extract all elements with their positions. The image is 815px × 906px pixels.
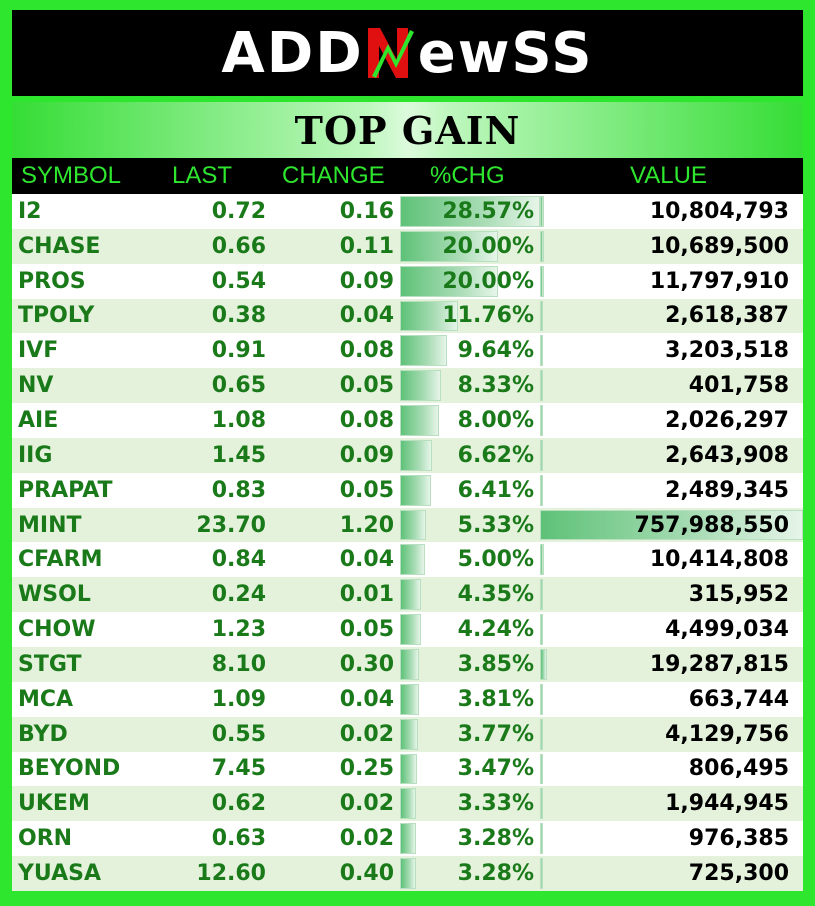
cell-pct-change [400,229,540,264]
cell-value-text: 11,797,910 [649,268,789,294]
table-row[interactable] [12,438,803,473]
cell-value-text: 1,944,945 [665,791,789,817]
cell-pct-change-text: 3.77% [457,721,534,747]
cell-symbol-text: TPOLY [18,303,95,329]
table-row[interactable] [12,647,803,682]
cell-symbol [12,856,160,891]
cell-value-text: 4,129,756 [665,721,789,747]
cell-value [540,508,803,543]
cell-value [540,299,803,334]
cell-value-text: 19,287,815 [649,651,789,677]
cell-change-text: 0.04 [339,686,394,712]
cell-pct-change-bar [400,788,416,819]
cell-change [270,647,400,682]
cell-change-text: 0.02 [339,791,394,817]
cell-last-text: 0.24 [211,582,266,608]
cell-last-text: 0.65 [211,373,266,399]
cell-value [540,647,803,682]
cell-last [160,438,270,473]
header-symbol[interactable]: SYMBOL [21,162,122,189]
table-row[interactable] [12,717,803,752]
cell-value-text: 2,026,297 [665,407,789,433]
cell-last [160,542,270,577]
table-row[interactable] [12,856,803,891]
cell-change [270,542,400,577]
cell-last-text: 0.63 [211,826,266,852]
cell-symbol-text: I2 [18,198,42,224]
cell-pct-change-text: 20.00% [442,233,534,259]
cell-symbol [12,403,160,438]
cell-value [540,229,803,264]
cell-pct-change-bar [400,510,426,541]
logo[interactable] [221,21,593,86]
table-row[interactable] [12,368,803,403]
cell-symbol [12,368,160,403]
title-band [12,102,803,158]
cell-value-bar [540,858,543,889]
cell-value-bar [540,335,543,366]
cell-symbol-text: IVF [18,338,59,364]
cell-value [540,682,803,717]
cell-pct-change-bar [400,475,431,506]
table-row[interactable] [12,682,803,717]
cell-pct-change-bar [400,405,439,436]
cell-pct-change [400,577,540,612]
cell-value-bar [540,301,543,332]
cell-last-text: 0.66 [211,233,266,259]
cell-value-text: 2,489,345 [665,477,789,503]
cell-symbol-text: BEYOND [18,756,121,782]
cell-pct-change-text: 4.24% [457,617,534,643]
cell-pct-change-text: 3.47% [457,756,534,782]
cell-symbol [12,473,160,508]
cell-value [540,612,803,647]
cell-pct-change-bar [400,719,418,750]
cell-pct-change-bar [400,754,417,785]
cell-symbol [12,438,160,473]
cell-value-text: 806,495 [688,756,789,782]
cell-pct-change [400,542,540,577]
cell-pct-change-text: 11.76% [442,303,534,329]
cell-symbol [12,542,160,577]
cell-symbol [12,647,160,682]
cell-pct-change-bar [400,649,419,680]
cell-pct-change [400,438,540,473]
cell-pct-change [400,856,540,891]
cell-pct-change-bar [400,544,425,575]
cell-pct-change [400,786,540,821]
cell-change [270,438,400,473]
cell-last-text: 0.38 [211,303,266,329]
cell-pct-change-text: 28.57% [442,198,534,224]
cell-value [540,542,803,577]
cell-symbol [12,299,160,334]
cell-pct-change-bar [400,579,421,610]
cell-symbol-text: AIE [18,407,59,433]
cell-pct-change [400,647,540,682]
cell-change [270,403,400,438]
header-pct-change[interactable]: %CHG [430,162,505,189]
cell-change-text: 0.11 [339,233,394,259]
cell-last [160,682,270,717]
cell-symbol [12,508,160,543]
cell-change-text: 1.20 [339,512,394,538]
cell-change [270,752,400,787]
cell-pct-change [400,717,540,752]
cell-pct-change-text: 8.33% [457,373,534,399]
cell-last-text: 0.62 [211,791,266,817]
cell-value [540,717,803,752]
cell-pct-change-text: 3.81% [457,686,534,712]
cell-value-bar [540,788,543,819]
cell-pct-change [400,752,540,787]
table-row[interactable] [12,612,803,647]
cell-value-text: 10,804,793 [649,198,789,224]
cell-value-bar [540,544,544,575]
header-change[interactable]: CHANGE [282,162,385,189]
cell-last-text: 0.91 [211,338,266,364]
cell-symbol-text: ORN [18,826,73,852]
cell-value-bar [540,266,544,297]
cell-change-text: 0.40 [339,860,394,886]
cell-last-text: 23.70 [196,512,266,538]
cell-last-text: 1.09 [211,686,266,712]
logo-text-right: ewSS [417,20,594,86]
cell-change-text: 0.02 [339,721,394,747]
cell-value-text: 3,203,518 [665,338,789,364]
cell-last-text: 1.08 [211,407,266,433]
cell-last [160,508,270,543]
cell-pct-change [400,299,540,334]
cell-last-text: 7.45 [211,756,266,782]
cell-value-bar [540,440,543,471]
cell-value-bar [540,579,543,610]
cell-symbol-text: UKEM [18,791,90,817]
cell-pct-change [400,368,540,403]
cell-change-text: 0.02 [339,826,394,852]
cell-value-bar [540,231,544,262]
cell-value-text: 976,385 [688,826,789,852]
cell-pct-change-bar [400,614,421,645]
cell-last [160,403,270,438]
cell-value-bar [540,370,543,401]
cell-symbol [12,229,160,264]
cell-value [540,438,803,473]
cell-value [540,786,803,821]
cell-last-text: 0.55 [211,721,266,747]
cell-value [540,194,803,229]
cell-pct-change-text: 6.62% [457,442,534,468]
cell-value-text: 2,618,387 [665,303,789,329]
cell-last [160,368,270,403]
cell-symbol-text: BYD [18,721,68,747]
cell-symbol-text: PRAPAT [18,477,113,503]
cell-change [270,194,400,229]
n-arrow-icon [366,26,416,80]
cell-last [160,612,270,647]
cell-pct-change-text: 3.33% [457,791,534,817]
cell-pct-change-text: 4.35% [457,582,534,608]
cell-symbol-text: YUASA [18,860,102,886]
table-row[interactable] [12,752,803,787]
cell-change [270,299,400,334]
cell-last-text: 0.72 [211,198,266,224]
page-title: TOP GAIN [294,107,521,153]
cell-last [160,821,270,856]
cell-change-text: 0.05 [339,617,394,643]
cell-last [160,577,270,612]
cell-change [270,821,400,856]
cell-symbol [12,786,160,821]
cell-change [270,717,400,752]
cell-value-text: 663,744 [688,686,789,712]
cell-symbol-text: MINT [18,512,82,538]
cell-symbol [12,821,160,856]
cell-value [540,577,803,612]
cell-value-bar [540,719,543,750]
cell-value-bar [540,649,547,680]
table-row[interactable] [12,577,803,612]
cell-change-text: 0.08 [339,407,394,433]
table-header [12,158,803,194]
cell-last [160,333,270,368]
cell-symbol-text: PROS [18,268,86,294]
cell-symbol [12,682,160,717]
cell-symbol-text: CHASE [18,233,101,259]
cell-pct-change [400,612,540,647]
cell-last [160,752,270,787]
table-row[interactable] [12,194,803,229]
cell-pct-change-text: 9.64% [457,338,534,364]
cell-value-text: 757,988,550 [634,512,789,538]
cell-value [540,264,803,299]
cell-value [540,821,803,856]
cell-pct-change [400,473,540,508]
cell-last [160,856,270,891]
cell-symbol-text: WSOL [18,582,91,608]
cell-change [270,786,400,821]
cell-last [160,229,270,264]
cell-last [160,717,270,752]
cell-change [270,577,400,612]
cell-last [160,647,270,682]
cell-value [540,333,803,368]
table-row[interactable] [12,508,803,543]
cell-change [270,508,400,543]
cell-pct-change [400,682,540,717]
cell-value-text: 4,499,034 [665,617,789,643]
table-row[interactable] [12,821,803,856]
cell-pct-change [400,403,540,438]
cell-change [270,264,400,299]
cell-change-text: 0.09 [339,442,394,468]
cell-last [160,194,270,229]
cell-last [160,299,270,334]
cell-value-text: 10,414,808 [649,547,789,573]
cell-symbol-text: STGT [18,651,82,677]
cell-symbol [12,577,160,612]
cell-pct-change [400,264,540,299]
table-row[interactable] [12,403,803,438]
cell-change [270,333,400,368]
cell-last-text: 1.45 [211,442,266,468]
logo-text-left: ADD [221,20,364,86]
logo-bar [12,10,803,96]
cell-value-text: 725,300 [688,860,789,886]
cell-symbol [12,717,160,752]
cell-change-text: 0.01 [339,582,394,608]
cell-value [540,856,803,891]
cell-change-text: 0.30 [339,651,394,677]
cell-pct-change [400,821,540,856]
cell-pct-change-bar [400,335,447,366]
cell-change-text: 0.05 [339,373,394,399]
header-value[interactable]: VALUE [630,162,707,189]
cell-value-bar [540,475,543,506]
cell-symbol [12,612,160,647]
cell-change [270,368,400,403]
cell-value-text: 2,643,908 [665,442,789,468]
table-row[interactable] [12,542,803,577]
cell-last-text: 8.10 [211,651,266,677]
cell-last-text: 1.23 [211,617,266,643]
cell-pct-change [400,194,540,229]
cell-value-bar [540,405,543,436]
cell-last-text: 0.84 [211,547,266,573]
cell-pct-change-text: 3.28% [457,860,534,886]
cell-pct-change-text: 6.41% [457,477,534,503]
cell-last [160,786,270,821]
cell-value-text: 315,952 [688,582,789,608]
cell-change-text: 0.16 [339,198,394,224]
cell-value [540,752,803,787]
cell-symbol-text: CFARM [18,547,103,573]
cell-last-text: 12.60 [196,860,266,886]
cell-value [540,368,803,403]
cell-last [160,473,270,508]
cell-change-text: 0.08 [339,338,394,364]
cell-symbol-text: NV [18,373,54,399]
cell-symbol [12,194,160,229]
cell-symbol [12,752,160,787]
cell-value-text: 10,689,500 [649,233,789,259]
cell-pct-change-text: 5.33% [457,512,534,538]
table-body [12,194,803,891]
cell-pct-change-bar [400,440,432,471]
table-row[interactable] [12,473,803,508]
cell-pct-change [400,508,540,543]
cell-pct-change-bar [400,370,441,401]
cell-value-bar [540,614,543,645]
cell-pct-change [400,333,540,368]
cell-value-text: 401,758 [688,373,789,399]
cell-last-text: 0.83 [211,477,266,503]
cell-last-text: 0.54 [211,268,266,294]
cell-pct-change-text: 20.00% [442,268,534,294]
cell-change [270,229,400,264]
cell-pct-change-bar [400,823,416,854]
cell-change [270,682,400,717]
cell-change-text: 0.04 [339,547,394,573]
cell-pct-change-bar [400,684,419,715]
cell-symbol [12,264,160,299]
cell-change-text: 0.05 [339,477,394,503]
table-row[interactable] [12,786,803,821]
table-row[interactable] [12,299,803,334]
cell-value-bar [540,823,543,854]
cell-change [270,473,400,508]
table-row[interactable] [12,264,803,299]
cell-change-text: 0.09 [339,268,394,294]
cell-pct-change-text: 3.85% [457,651,534,677]
cell-last [160,264,270,299]
table-row[interactable] [12,229,803,264]
cell-symbol-text: CHOW [18,617,96,643]
cell-change-text: 0.25 [339,756,394,782]
cell-value [540,473,803,508]
cell-change [270,612,400,647]
cell-value-bar [540,196,544,227]
header-last[interactable]: LAST [172,162,233,189]
table-row[interactable] [12,333,803,368]
cell-change-text: 0.04 [339,303,394,329]
cell-symbol-text: MCA [18,686,74,712]
cell-symbol [12,333,160,368]
gainers-table [12,158,803,891]
cell-symbol-text: IIG [18,442,53,468]
cell-value-bar [540,684,543,715]
cell-change [270,856,400,891]
cell-value [540,403,803,438]
cell-pct-change-bar [400,858,416,889]
cell-pct-change-text: 5.00% [457,547,534,573]
cell-pct-change-text: 8.00% [457,407,534,433]
cell-value-bar [540,754,543,785]
cell-pct-change-text: 3.28% [457,826,534,852]
